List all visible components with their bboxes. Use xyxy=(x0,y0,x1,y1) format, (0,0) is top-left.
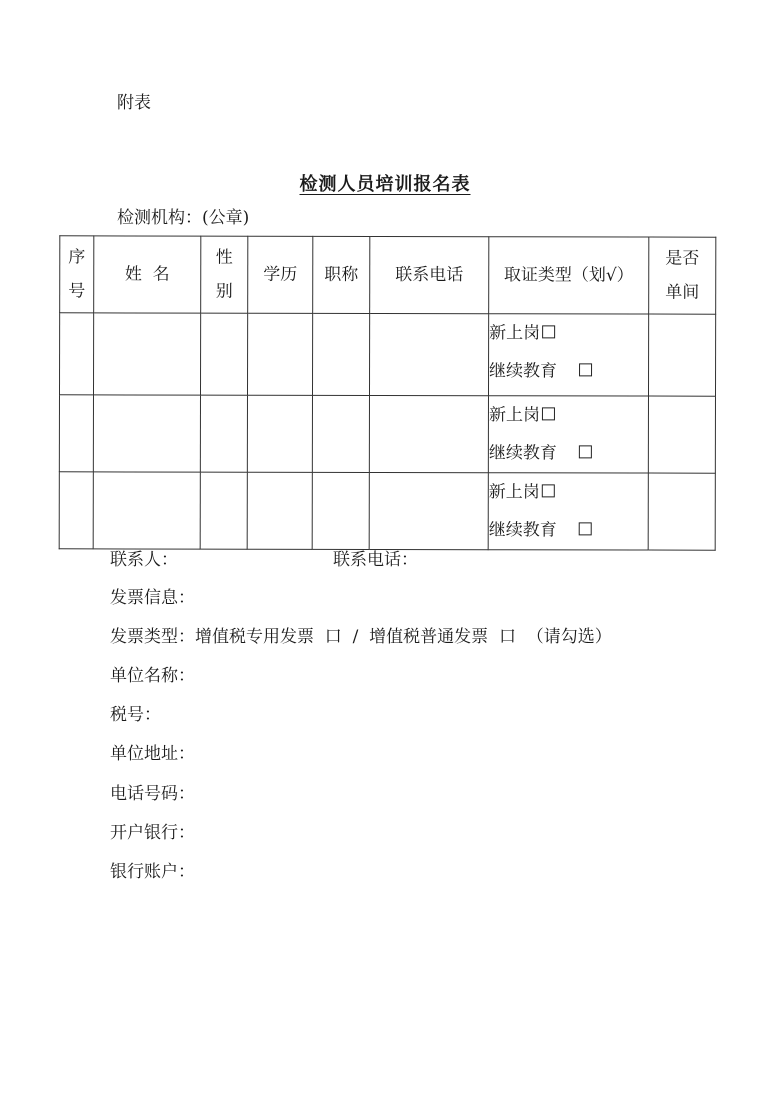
header-single-room-line1: 是否 xyxy=(665,248,700,269)
cell-title[interactable] xyxy=(312,395,369,472)
cell-education[interactable] xyxy=(247,395,312,472)
header-seq-line2: 号 xyxy=(68,281,86,302)
cell-single-room[interactable] xyxy=(648,473,715,550)
cell-cert-type xyxy=(488,396,648,473)
cell-cert-type xyxy=(488,473,648,550)
cell-name[interactable] xyxy=(93,395,200,472)
cert-option-continuing-label: 继续教育 xyxy=(488,520,557,541)
table-row xyxy=(59,472,715,550)
org-stamp-line: 检测机构：(公章) xyxy=(117,208,250,228)
cert-option-new-label: 新上岗 xyxy=(489,323,541,344)
header-seq-line1: 序 xyxy=(68,247,86,268)
company-address-label: 单位地址： xyxy=(110,744,195,764)
header-seq xyxy=(60,236,94,313)
form-title xyxy=(0,170,770,196)
invoice-type-line: 发票类型：增值税专用发票 口 / 增值税普通发票 口 （请勾选） xyxy=(110,627,612,647)
header-gender xyxy=(201,236,248,313)
cell-seq[interactable] xyxy=(59,395,93,472)
contact-person-label: 联系人： xyxy=(110,550,178,570)
cell-education[interactable] xyxy=(247,472,312,549)
cell-phone[interactable] xyxy=(369,472,488,549)
cell-phone[interactable] xyxy=(369,395,488,472)
phone-number-label: 电话号码： xyxy=(110,784,195,804)
cell-name[interactable] xyxy=(93,472,200,549)
checkbox-icon[interactable] xyxy=(579,363,592,376)
header-gender-line1: 性 xyxy=(215,247,233,268)
company-name-label: 单位名称： xyxy=(110,666,195,686)
cell-single-room[interactable] xyxy=(648,396,715,473)
invoice-info-label: 发票信息： xyxy=(110,588,195,608)
cell-title[interactable] xyxy=(312,472,369,549)
cert-option-continuing-label: 继续教育 xyxy=(488,443,557,464)
cert-option-continuing[interactable] xyxy=(489,352,648,390)
table-header-row xyxy=(60,236,716,314)
cell-seq[interactable] xyxy=(59,472,93,549)
cell-cert-type xyxy=(488,314,648,396)
attachment-label: 附表 xyxy=(117,93,151,113)
contact-phone-label: 联系电话： xyxy=(333,550,418,570)
header-education: 学历 xyxy=(248,236,313,313)
registration-table xyxy=(59,235,717,550)
cell-phone[interactable] xyxy=(369,313,488,395)
cert-option-new[interactable] xyxy=(489,473,648,511)
cert-option-new-label: 新上岗 xyxy=(488,405,540,426)
cert-option-new[interactable] xyxy=(489,396,648,434)
header-name: 姓 名 xyxy=(94,236,201,313)
checkbox-icon[interactable] xyxy=(542,325,555,338)
header-phone: 联系电话 xyxy=(370,236,489,313)
checkbox-icon[interactable] xyxy=(542,484,555,497)
table-row xyxy=(59,395,715,473)
header-gender-line2: 别 xyxy=(215,281,233,302)
cert-option-continuing[interactable] xyxy=(489,434,648,472)
cell-name[interactable] xyxy=(93,313,200,395)
table-row xyxy=(59,313,715,396)
header-single-room xyxy=(649,237,716,314)
cell-title[interactable] xyxy=(312,313,369,395)
cell-gender[interactable] xyxy=(200,472,247,549)
cert-option-new-label: 新上岗 xyxy=(488,482,540,503)
header-title: 职称 xyxy=(313,236,370,313)
cell-seq[interactable] xyxy=(59,313,93,395)
bank-label: 开户银行： xyxy=(110,823,195,843)
cert-option-new[interactable] xyxy=(489,314,648,352)
checkbox-icon[interactable] xyxy=(579,445,592,458)
cell-gender[interactable] xyxy=(200,313,247,395)
header-single-room-line2: 单间 xyxy=(665,282,700,303)
header-cert-type: 取证类型（划√） xyxy=(489,237,649,314)
cert-option-continuing-label: 继续教育 xyxy=(489,361,558,382)
cell-single-room[interactable] xyxy=(648,314,715,396)
bank-account-label: 银行账户： xyxy=(110,862,195,882)
cell-gender[interactable] xyxy=(200,395,247,472)
cert-option-continuing[interactable] xyxy=(489,511,648,549)
checkbox-icon[interactable] xyxy=(542,407,555,420)
checkbox-icon[interactable] xyxy=(579,522,592,535)
form-title-text: 检测人员培训报名表 xyxy=(299,174,471,195)
tax-number-label: 税号： xyxy=(110,705,161,725)
cell-education[interactable] xyxy=(247,313,312,395)
